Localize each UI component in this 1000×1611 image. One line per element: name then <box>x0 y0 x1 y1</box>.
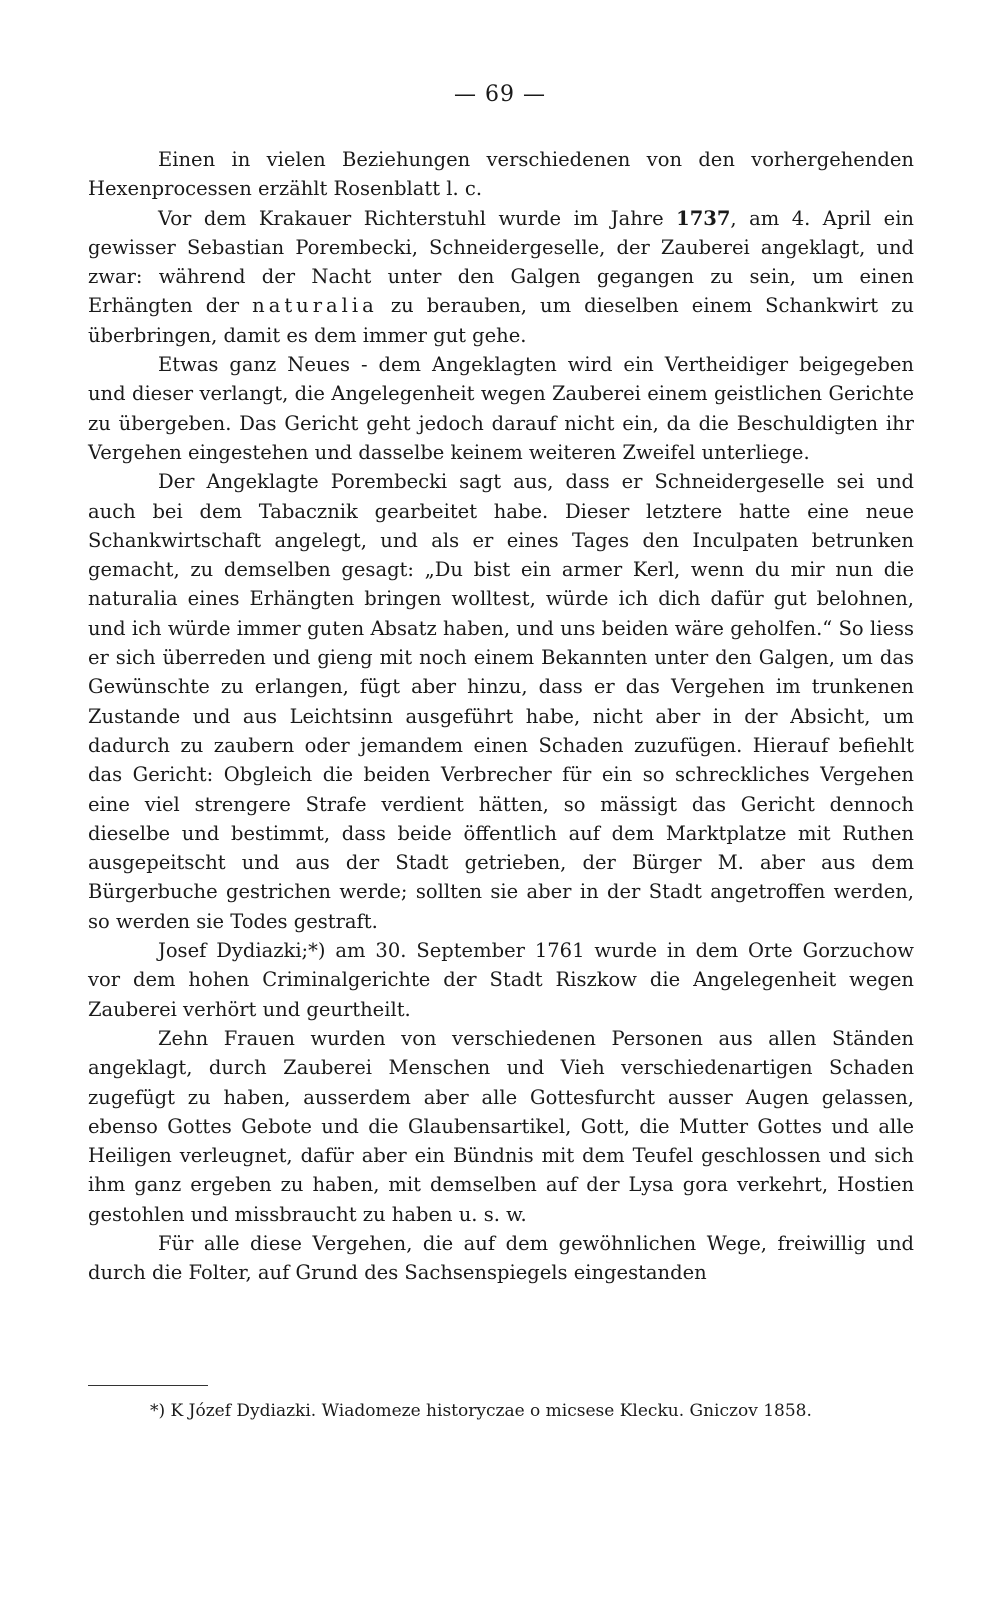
paragraph-p4 <box>88 467 914 936</box>
body-text <box>88 145 914 1288</box>
footnote: *) K Józef Dydiazki. Wiadomeze historyczae o micsese Klecku. Gniczov 1858. <box>150 1401 812 1421</box>
paragraph-p1 <box>88 145 914 204</box>
paragraph-p5 <box>88 936 914 1024</box>
paragraph-segment: Einen in vielen Beziehungen verschiedenen von den vorhergehenden Hexenprocessen erzählt Rosenblatt l. c. <box>88 148 914 201</box>
paragraph-p2 <box>88 204 914 350</box>
paragraph-segment: Josef Dydiazki;*) am 30. September 1761 wurde in dem Orte Gorzuchow vor dem hohen Criminalgerichte der Stadt Riszkow die Angelegenheit wegen Zauberei verhört und geurtheilt. <box>88 939 914 1021</box>
page-number: — 69 — <box>454 82 546 107</box>
footnote-divider <box>88 1385 208 1386</box>
paragraph-segment: , am 4. April ein gewisser Sebastian Porembecki, Schneidergeselle, der Zauberei angeklagt, und zwar: während der Nacht unter den Galgen gegangen zu sein, um einen Erhängten der <box>88 206 914 318</box>
paragraph-segment: Vor dem Krakauer Richterstuhl wurde im Jahre <box>158 206 677 230</box>
paragraph-segment: Für alle diese Vergehen, die auf dem gewöhnlichen Wege, freiwillig und durch die Folter, auf Grund des Sachsenspiegels eingestanden <box>88 1231 914 1285</box>
paragraph-segment: zu berauben, um dieselben einem Schankwirt zu überbringen, damit es dem immer gut gehe. <box>88 294 914 347</box>
paragraph-segment: naturalia <box>252 294 378 318</box>
paragraph-segment: Zehn Frauen wurden von verschiedenen Personen aus allen Ständen angeklagt, durch Zauberei Menschen und Vieh verschiedenartigen Schaden zugefügt zu haben, ausserdem aber alle Gottesfurcht ausser Augen gelassen, ebenso Gottes Gebote und die Glaubensartikel, Gott, die Mutter Gottes und alle Heiligen verleugnet, dafür aber ein Bündnis mit dem Teufel geschlossen und sich ihm ganz ergeben zu haben, mit demselben auf der Lysa gora verkehrt, Hostien gestohlen und missbraucht zu haben u. s. w. <box>88 1026 914 1226</box>
paragraph-p7 <box>88 1229 914 1288</box>
paragraph-p3 <box>88 350 914 467</box>
paragraph-segment: 1737 <box>676 206 731 230</box>
paragraph-segment: Etwas ganz Neues - dem Angeklagten wird ein Vertheidiger beigegeben und dieser verlangt, die Angelegenheit wegen Zauberei einem geistlichen Gerichte zu übergeben. Das Gericht geht jedoch darauf nicht ein, da die Beschuldigten ihr Vergehen eingestehen und dasselbe keinem weiteren Zweifel unterliege. <box>88 353 914 464</box>
paragraph-p6 <box>88 1024 914 1229</box>
paragraph-segment: Der Angeklagte Porembecki sagt aus, dass er Schneidergeselle sei und auch bei dem Tabacznik gearbeitet habe. Dieser letztere hatte eine neue Schankwirtschaft angelegt, und als er eines Tages den Inculpaten betrunken gemacht, zu demselben gesagt: „Du bist ein armer Kerl, wenn du mir nun die naturalia eines Erhängten bringen wolltest, würde ich dich dafür gut belohnen, und ich würde immer guten Absatz haben, und uns beiden wäre geholfen.“ So liess er sich überreden und gieng mit noch einem Bekannten unter den Galgen, um das Gewünschte zu erlangen, fügt aber hinzu, dass er das Vergehen im trunkenen Zustande und aus Leichtsinn ausgeführt habe, nicht aber in der Absicht, um dadurch zu zaubern oder jemandem einen Schaden zuzufügen. Hierauf befiehlt das Gericht: Obgleich die beiden Verbrecher für ein so schreckliches Vergehen eine viel strengere Strafe verdient hätten, so mässigt das Gericht dennoch dieselbe und bestimmt, dass beide öffentlich auf dem Marktplatze mit Ruthen ausgepeitscht und aus der Stadt getrieben, der Bürger M. aber aus dem Bürgerbuche gestrichen werde; sollten sie aber in der Stadt angetroffen werden, so werden sie Todes gestraft. <box>88 470 914 933</box>
